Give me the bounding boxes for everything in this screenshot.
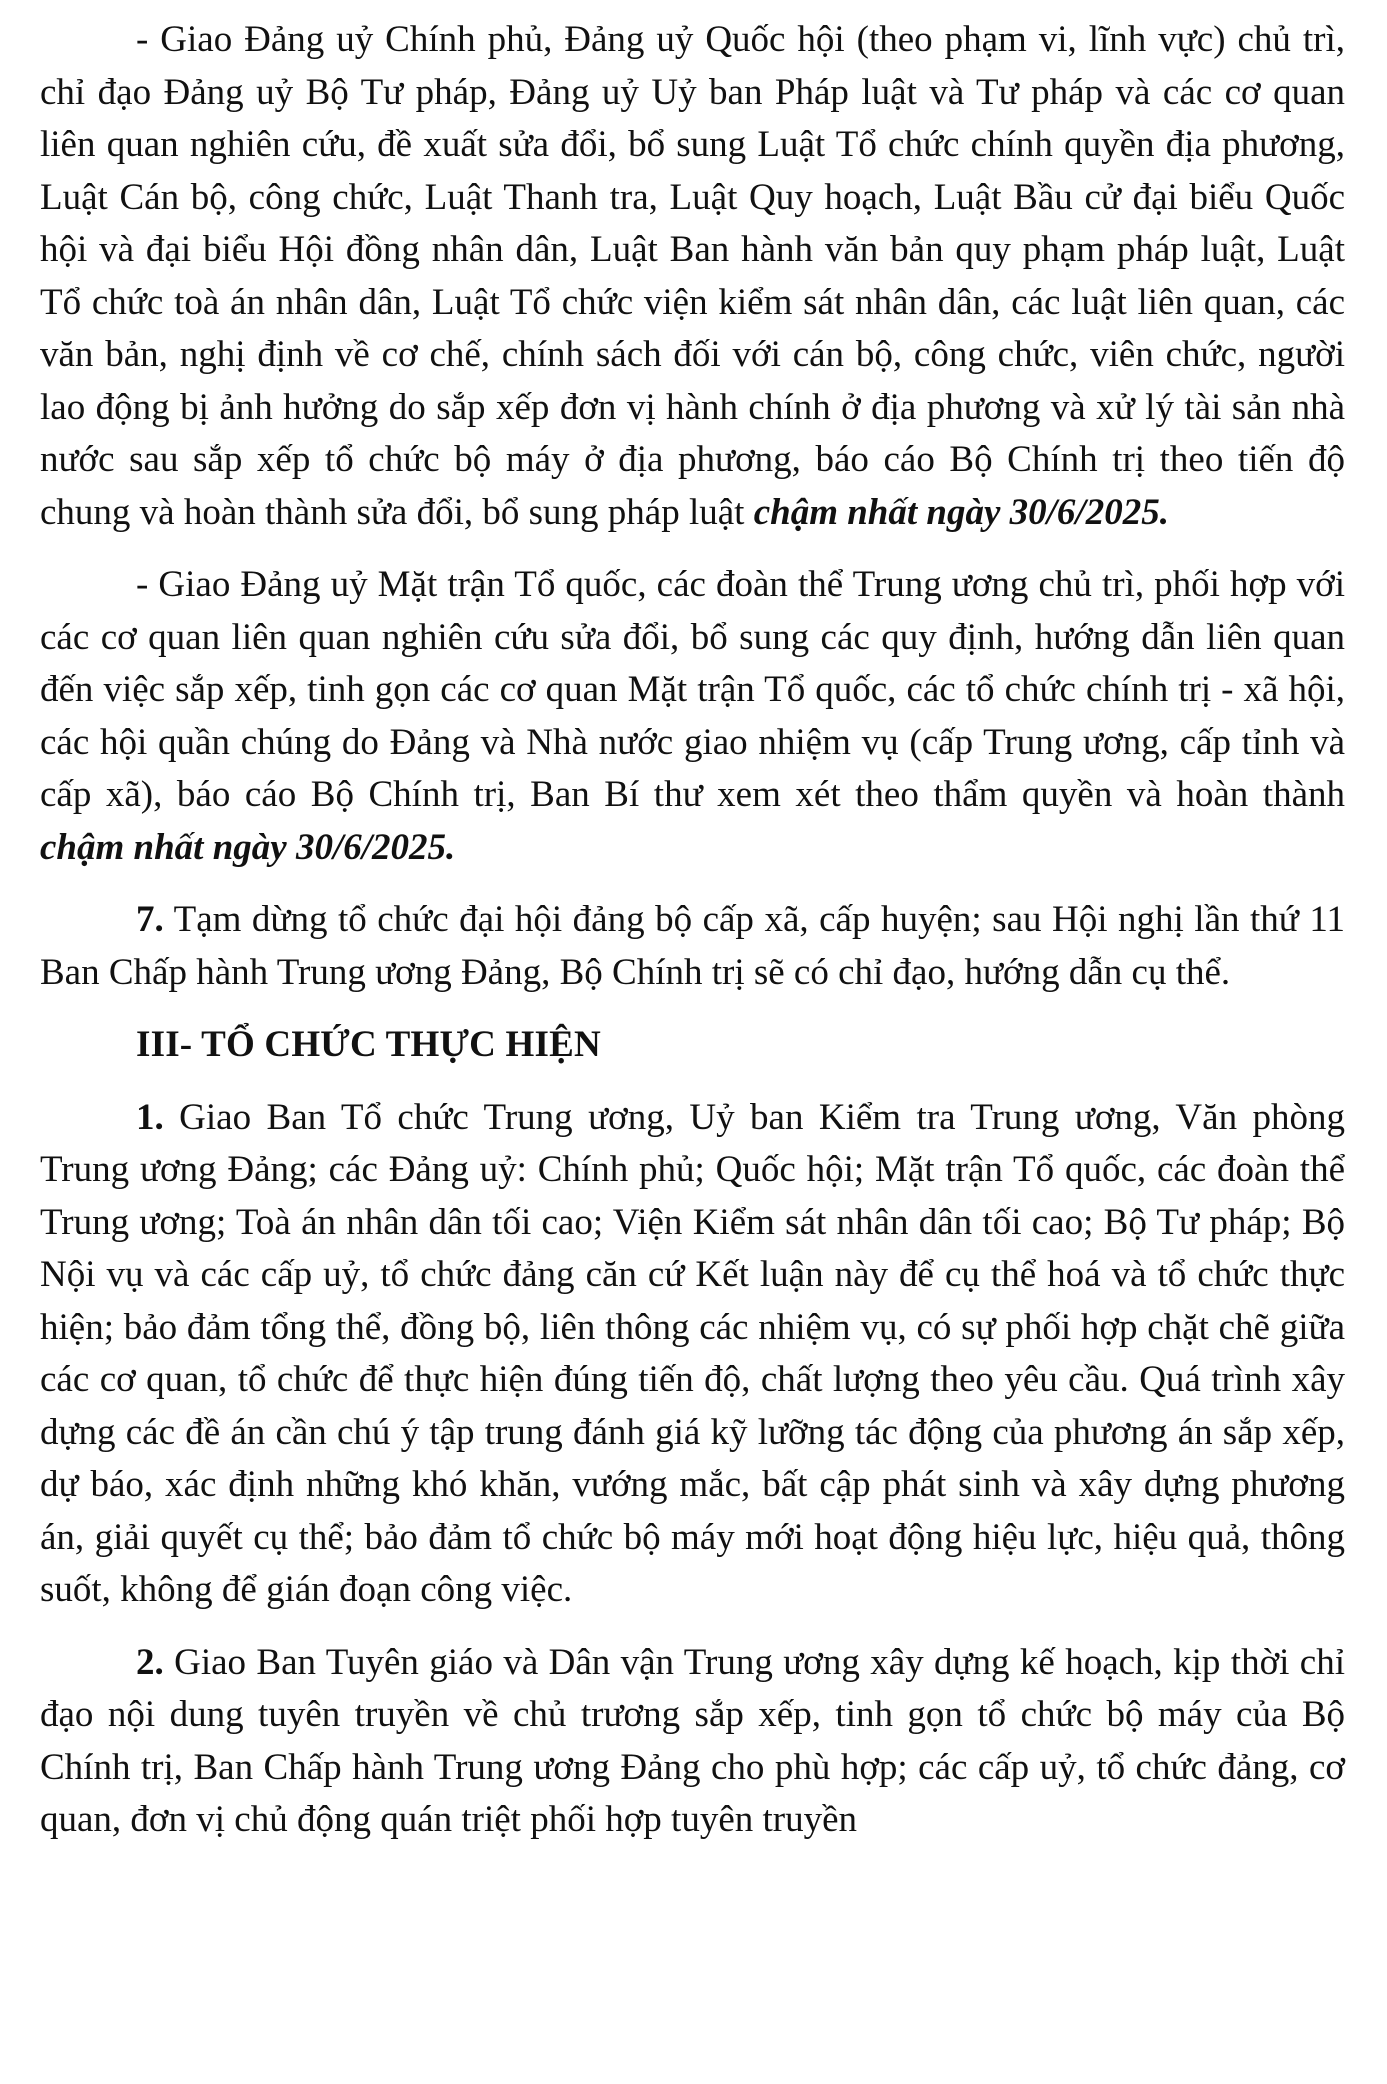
item-number: 1. bbox=[136, 1096, 164, 1138]
paragraph-text: - Giao Đảng uỷ Chính phủ, Đảng uỷ Quốc hội (theo phạm vi, lĩnh vực) chủ trì, chỉ đạo Đảng uỷ Bộ Tư pháp, Đảng uỷ Uỷ ban Pháp luật và Tư pháp và các cơ quan liên quan nghiên cứu, đề xuất sửa đổi, bổ sung Luật Tổ chức chính quyền địa phương, Luật Cán bộ, công chức, Luật Thanh tra, Luật Quy hoạch, Luật Bầu cử đại biểu Quốc hội và đại biểu Hội đồng nhân dân, Luật Ban hành văn bản quy phạm pháp luật, Luật Tổ chức toà án nhân dân, Luật Tổ chức viện kiểm sát nhân dân, các luật liên quan, các văn bản, nghị định về cơ chế, chính sách đối với cán bộ, công chức, viên chức, người lao động bị ảnh hưởng do sắp xếp đơn vị hành chính ở địa phương và xử lý tài sản nhà nước sau sắp xếp tổ chức bộ máy ở địa phương, báo cáo Bộ Chính trị theo tiến độ chung và hoàn thành sửa đổi, bổ sung pháp luật bbox=[40, 19, 1345, 533]
section-heading: III- TỔ CHỨC THỰC HIỆN bbox=[136, 1024, 601, 1065]
document-page bbox=[40, 14, 1345, 1867]
paragraph-implementation-1 bbox=[40, 1092, 1345, 1617]
paragraph-legal-amendments bbox=[40, 14, 1345, 539]
deadline-text: chậm nhất ngày 30/6/2025. bbox=[753, 491, 1169, 533]
paragraph-text: Giao Ban Tổ chức Trung ương, Uỷ ban Kiểm tra Trung ương, Văn phòng Trung ương Đảng; các Đảng uỷ: Chính phủ; Quốc hội; Mặt trận Tổ quốc, các đoàn thể Trung ương; Toà án nhân dân tối cao; Viện Kiểm sát nhân dân tối cao; Bộ Tư pháp; Bộ Nội vụ và các cấp uỷ, tổ chức đảng căn cứ Kết luận này để cụ thể hoá và tổ chức thực hiện; bảo đảm tổng thể, đồng bộ, liên thông các nhiệm vụ, có sự phối hợp chặt chẽ giữa các cơ quan, tổ chức để thực hiện đúng tiến độ, chất lượng theo yêu cầu. Quá trình xây dựng các đề án cần chú ý tập trung đánh giá kỹ lưỡng tác động của phương án sắp xếp, dự báo, xác định những khó khăn, vướng mắc, bất cập phát sinh và xây dựng phương án, giải quyết cụ thể; bảo đảm tổ chức bộ máy mới hoạt động hiệu lực, hiệu quả, thông suốt, không để gián đoạn công việc. bbox=[40, 1096, 1345, 1610]
item-number: 2. bbox=[136, 1641, 164, 1683]
paragraph-text: - Giao Đảng uỷ Mặt trận Tổ quốc, các đoàn thể Trung ương chủ trì, phối hợp với các cơ quan liên quan nghiên cứu sửa đổi, bổ sung các quy định, hướng dẫn liên quan đến việc sắp xếp, tinh gọn các cơ quan Mặt trận Tổ quốc, các tổ chức chính trị - xã hội, các hội quần chúng do Đảng và Nhà nước giao nhiệm vụ (cấp Trung ương, cấp tỉnh và cấp xã), báo cáo Bộ Chính trị, Ban Bí thư xem xét theo thẩm quyền và hoàn thành bbox=[40, 564, 1345, 815]
item-number: 7. bbox=[136, 899, 164, 940]
paragraph-implementation-2 bbox=[40, 1637, 1345, 1847]
paragraph-text: Giao Ban Tuyên giáo và Dân vận Trung ương xây dựng kế hoạch, kịp thời chỉ đạo nội dung tuyên truyền về chủ trương sắp xếp, tinh gọn tổ chức bộ máy của Bộ Chính trị, Ban Chấp hành Trung ương Đảng cho phù hợp; các cấp uỷ, tổ chức đảng, cơ quan, đơn vị chủ động quán triệt phối hợp tuyên truyền bbox=[40, 1641, 1345, 1840]
deadline-text: chậm nhất ngày 30/6/2025. bbox=[40, 826, 456, 868]
paragraph-text: Tạm dừng tổ chức đại hội đảng bộ cấp xã, cấp huyện; sau Hội nghị lần thứ 11 Ban Chấp hành Trung ương Đảng, Bộ Chính trị sẽ có chỉ đạo, hướng dẫn cụ thể. bbox=[40, 899, 1345, 993]
paragraph-front-organizations bbox=[40, 559, 1345, 874]
paragraph-item-7 bbox=[40, 894, 1345, 999]
